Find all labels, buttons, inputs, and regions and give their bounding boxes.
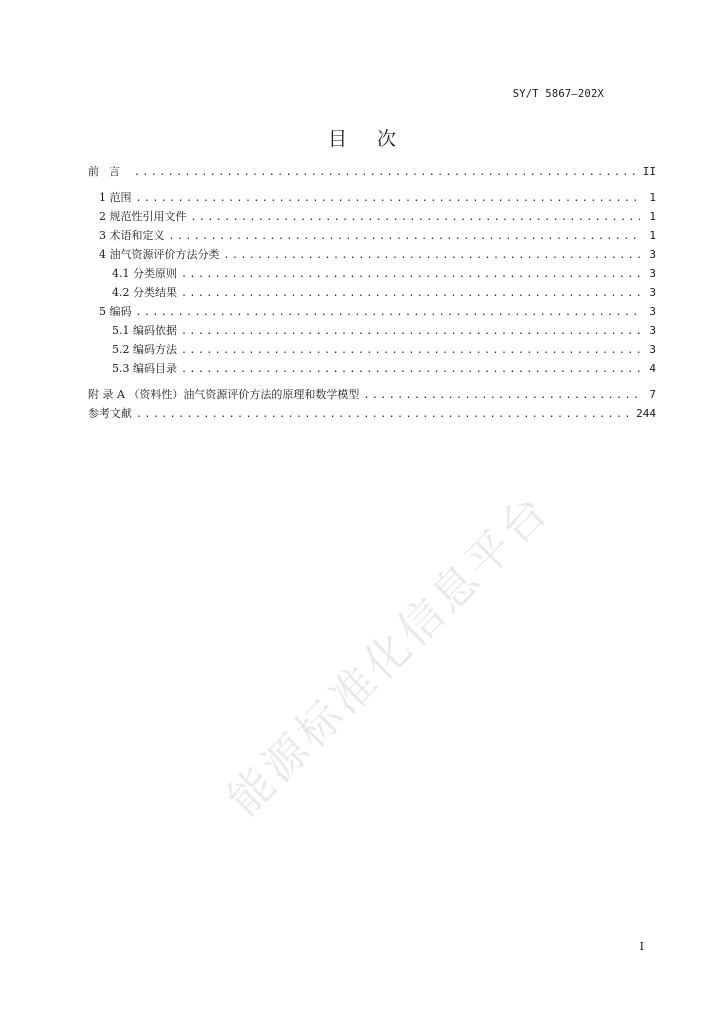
table-of-contents <box>88 162 656 423</box>
toc-entry-4[interactable] <box>88 245 656 264</box>
toc-entry-label: 2 规范性引用文件 <box>99 210 187 223</box>
toc-entry-page: 3 <box>649 248 656 261</box>
toc-entry-page: 3 <box>649 343 656 356</box>
toc-entry-label: 4.1 分类原则 <box>112 267 177 280</box>
toc-entry-references[interactable] <box>88 404 656 423</box>
page-title: 目次 <box>327 128 426 150</box>
toc-entry-5-3[interactable] <box>88 359 656 378</box>
toc-leader-dots <box>181 284 640 303</box>
toc-leader-dots <box>181 341 640 360</box>
toc-leader-dots <box>181 360 640 379</box>
toc-entry-label: 附 录 A （资料性）油气资源评价方法的原理和数学模型 <box>88 388 360 401</box>
toc-entry-3[interactable] <box>88 226 656 245</box>
toc-entry-label: 参考文献 <box>88 407 132 420</box>
toc-entry-label: 5.1 编码依据 <box>112 324 177 337</box>
toc-entry-page: 3 <box>649 324 656 337</box>
toc-entry-page: 1 <box>649 229 656 242</box>
toc-entry-5[interactable] <box>88 302 656 321</box>
toc-entry-label: 前言 <box>88 165 130 178</box>
toc-entry-label: 3 术语和定义 <box>99 229 165 242</box>
toc-entry-page: 3 <box>649 305 656 318</box>
document-code: SY/T 5867—202X <box>512 88 604 100</box>
toc-entry-page: II <box>642 165 656 178</box>
page-number: I <box>639 940 644 953</box>
toc-entry-page: 3 <box>649 286 656 299</box>
toc-entry-1[interactable] <box>88 188 656 207</box>
toc-leader-dots <box>181 265 640 284</box>
toc-entry-label: 4 油气资源评价方法分类 <box>99 248 220 261</box>
toc-entry-appendix-a[interactable] <box>88 385 656 404</box>
toc-leader-dots <box>224 246 641 265</box>
toc-entry-label: 5.3 编码目录 <box>112 362 177 375</box>
toc-leader-dots <box>136 405 632 424</box>
toc-entry-page: 244 <box>636 407 656 420</box>
toc-entry-label: 5 编码 <box>99 305 132 318</box>
toc-entry-preface[interactable] <box>88 162 656 181</box>
toc-leader-dots <box>191 208 641 227</box>
toc-entry-5-2[interactable] <box>88 340 656 359</box>
toc-leader-dots <box>136 189 641 208</box>
toc-entry-label: 4.2 分类结果 <box>112 286 177 299</box>
toc-entry-page: 1 <box>649 191 656 204</box>
toc-entry-2[interactable] <box>88 207 656 226</box>
toc-entry-page: 4 <box>649 362 656 375</box>
toc-entry-4-1[interactable] <box>88 264 656 283</box>
toc-leader-dots <box>136 303 641 322</box>
toc-entry-label: 5.2 编码方法 <box>112 343 177 356</box>
toc-leader-dots <box>181 322 640 341</box>
toc-entry-5-1[interactable] <box>88 321 656 340</box>
toc-entry-4-2[interactable] <box>88 283 656 302</box>
toc-leader-dots <box>363 386 640 405</box>
toc-leader-dots <box>134 163 639 182</box>
toc-entry-page: 7 <box>649 388 656 401</box>
watermark: 能源标准化信息平台 <box>218 484 560 826</box>
toc-entry-label: 1 范围 <box>99 191 132 204</box>
toc-leader-dots <box>169 227 641 246</box>
toc-entry-page: 3 <box>649 267 656 280</box>
toc-entry-page: 1 <box>649 210 656 223</box>
